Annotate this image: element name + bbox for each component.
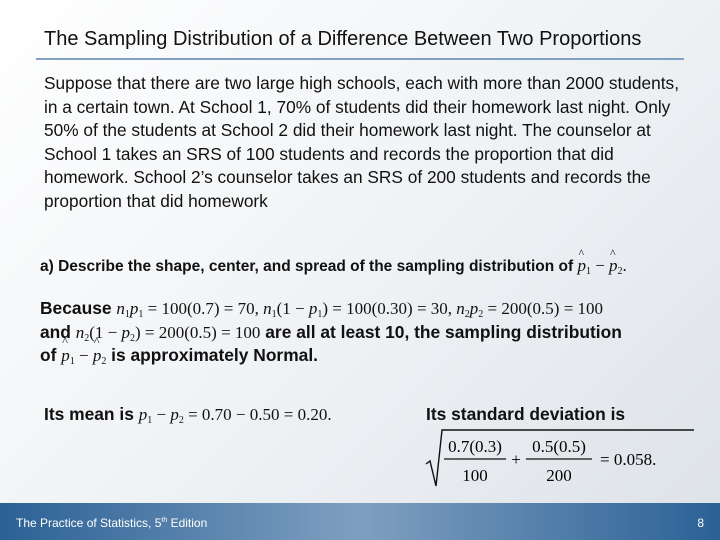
- question-text: a) Describe the shape, center, and spread of the sampling distribution of: [40, 258, 574, 275]
- intro-paragraph: Suppose that there are two large high schools, each with more than 2000 students, in a certain town. At School 1, 70% of students did their homework last night. Only 50% of the students at School 2 did their homework last night. The counselor at School 1 takes an SRS of 100 students and records the proportion that did homework. School 2’s counselor takes an SRS of 200 students and records the proportion that did homework: [44, 73, 680, 211]
- p-hat-1: ^ p: [577, 256, 586, 276]
- denominator-1: 100: [462, 466, 488, 485]
- sd-result: = 0.058.: [600, 450, 657, 469]
- answer-line-3: of ^ $p_1$ − ^ $p_2$ is approximately Normal.: [40, 344, 700, 368]
- slide-title: The Sampling Distribution of a Difference Between Two Proportions: [44, 28, 642, 50]
- numerator-2: 0.5(0.5): [532, 437, 586, 456]
- answer-line-1: Because $n_1p_1 = 100(0.7) = 70$, $n_1(1 - p_1) = 100(0.30) = 30$, $n_2p_2 = 200(0.5) = 100$: [40, 298, 604, 320]
- mean-statement: Its mean is $p_1 - p_2 = 0.70 - 0.50 = 0.20$.: [44, 404, 332, 426]
- question-symbol: ^ $p_1$ − ^ $p_2$.: [577, 256, 626, 275]
- sd-formula: [424, 428, 694, 490]
- answer-line-2: and $n_2(1 - p_2) = 200(0.5) = 100$ are all at least 10, the sampling distribution: [40, 321, 622, 344]
- title-rule: [36, 58, 684, 60]
- plus-sign: +: [511, 450, 521, 469]
- page-number: 8: [697, 516, 704, 530]
- numerator-1: 0.7(0.3): [448, 437, 502, 456]
- question-a: [40, 256, 627, 276]
- p-hat-2: ^ p: [609, 256, 618, 276]
- answer-block: [40, 297, 700, 368]
- sd-label: Its standard deviation is: [426, 404, 626, 424]
- footer-bar: [0, 503, 720, 540]
- denominator-2: 200: [546, 466, 572, 485]
- footer-book-title: The Practice of Statistics, 5th Edition: [16, 516, 208, 530]
